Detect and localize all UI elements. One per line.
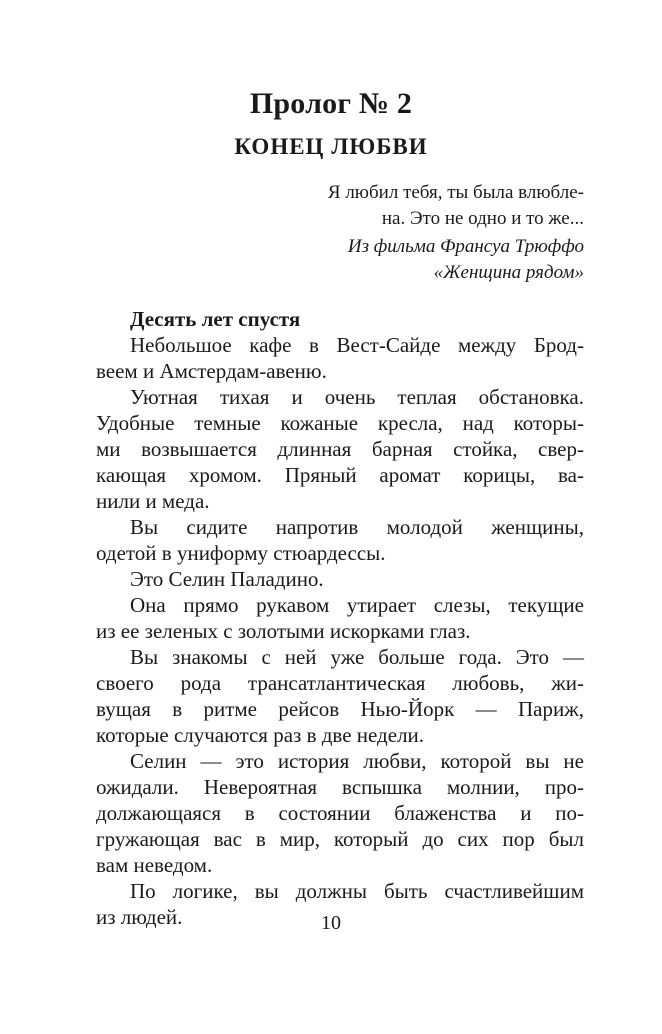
- text-line: ожидали. Невероятная вспышка молнии, про-: [96, 775, 584, 799]
- text-line: своего рода трансатлантическая любовь, жи-: [96, 671, 584, 695]
- text-line: Удобные темные кожаные кресла, над которы-: [96, 411, 584, 435]
- page-number: 10: [321, 912, 341, 934]
- text-line: одетой в униформу стюардессы.: [96, 541, 386, 565]
- text-line: Уютная тихая и очень теплая обстановка.: [130, 385, 584, 409]
- chapter-title: Пролог № 2: [249, 87, 413, 120]
- text-line: вущая в ритме рейсов Нью-Йорк — Париж,: [96, 697, 584, 721]
- epigraph-line: на. Это не одно и то же...: [381, 208, 584, 229]
- epigraph: [264, 180, 584, 286]
- text-line: гружающая вас в мир, который до сих пор был: [96, 827, 584, 851]
- text-line: Она прямо рукавом утирает слезы, текущие: [130, 593, 584, 617]
- text-line: из людей.: [96, 905, 183, 929]
- text-line: из ее зеленых с золотыми искорками глаз.: [96, 619, 471, 643]
- text-line: которые случаются раз в две недели.: [96, 723, 425, 747]
- epigraph-source-line: Из фильма Франсуа Трюффо: [347, 236, 584, 257]
- text-line: Это Селин Паладино.: [130, 567, 324, 591]
- text-line: Селин — это история любви, которой вы не: [130, 749, 584, 773]
- text-line: По логике, вы должны быть счастливейшим: [130, 879, 584, 903]
- epigraph-line: Я любил тебя, ты была влюбле-: [327, 182, 584, 203]
- text-line: ми возвышается длинная барная стойка, свер-: [96, 437, 584, 461]
- body-text: [96, 306, 584, 930]
- section-heading: Десять лет спустя: [130, 307, 301, 331]
- chapter-subtitle: КОНЕЦ ЛЮБВИ: [234, 134, 428, 159]
- text-line: Небольшое кафе в Вест-Сайде между Брод-: [130, 333, 584, 357]
- epigraph-source-line: «Женщина рядом»: [433, 262, 584, 283]
- text-line: кающая хромом. Пряный аромат корицы, ва-: [96, 463, 584, 487]
- text-line: нили и меда.: [96, 489, 210, 513]
- text-line: должающаяся в состоянии блаженства и по-: [96, 801, 584, 825]
- text-line: Вы сидите напротив молодой женщины,: [130, 515, 584, 539]
- text-line: Вы знакомы с ней уже больше года. Это —: [130, 645, 584, 669]
- text-line: веем и Амстердам-авеню.: [96, 359, 327, 383]
- text-line: вам неведом.: [96, 853, 213, 877]
